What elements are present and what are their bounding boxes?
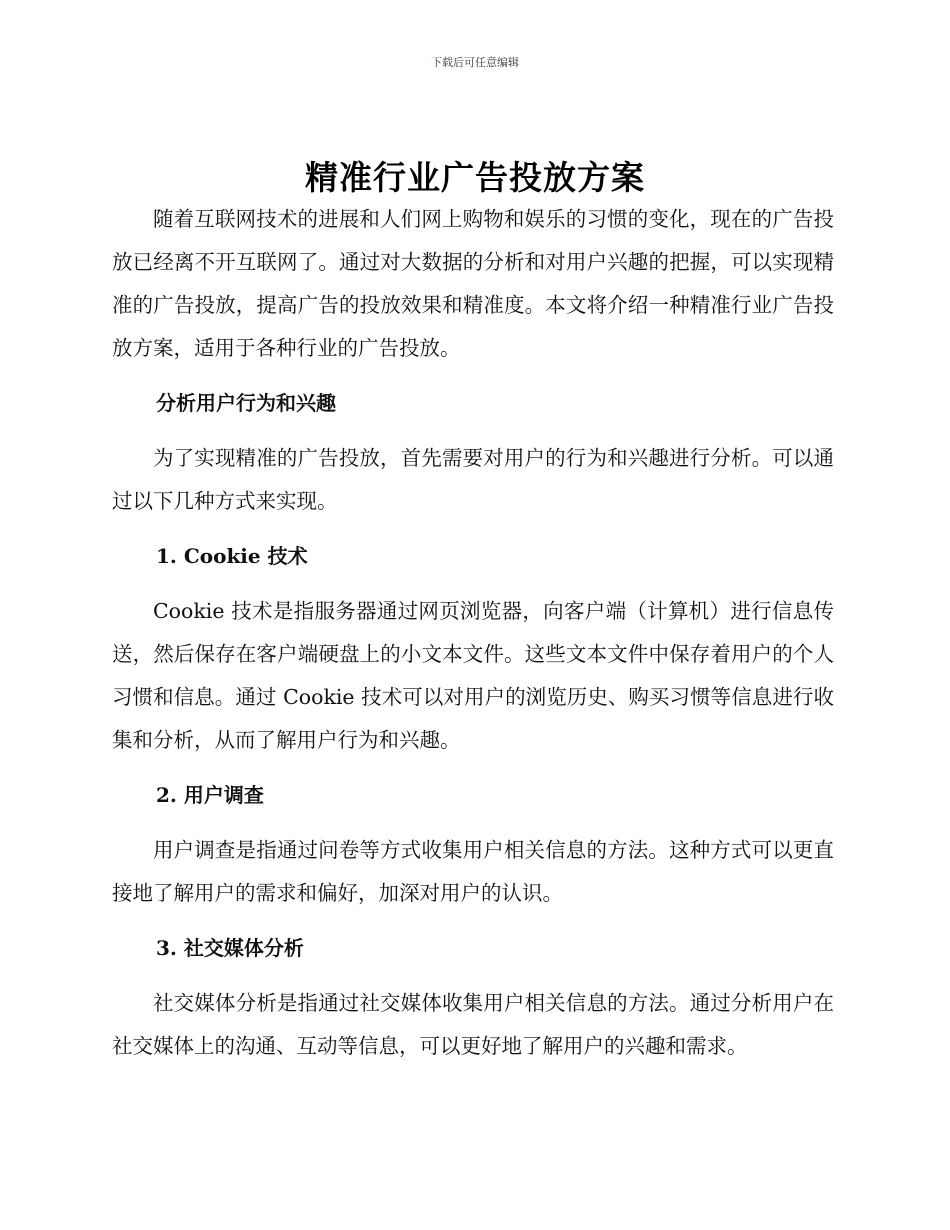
section-paragraph-user-analysis: 为了实现精准的广告投放，首先需要对用户的行为和兴趣进行分析。可以通过以下几种方式来实现。 (112, 446, 834, 513)
intro-paragraph: 随着互联网技术的进展和人们网上购物和娱乐的习惯的变化，现在的广告投放已经离不开互联网了。通过对大数据的分析和对用户兴趣的把握，可以实现精准的广告投放，提高广告的投放效果和精准度。本文将介绍一种精准行业广告投放方案，适用于各种行业的广告投放。 (112, 207, 834, 360)
subsection-paragraph-cookie: Cookie 技术是指服务器通过网页浏览器，向客户端（计算机）进行信息传送，然后保存在客户端硬盘上的小文本文件。这些文本文件中保存着用户的个人习惯和信息。通过 Cookie 技术可以对用户的浏览历史、购买习惯等信息进行收集和分析，从而了解用户行为和兴趣。 (112, 599, 834, 752)
document-body (112, 198, 834, 1068)
subsection-paragraph-survey: 用户调查是指通过问卷等方式收集用户相关信息的方法。这种方式可以更直接地了解用户的需求和偏好，加深对用户的认识。 (112, 838, 834, 905)
subsection-paragraph-social-media: 社交媒体分析是指通过社交媒体收集用户相关信息的方法。通过分析用户在社交媒体上的沟通、互动等信息，可以更好地了解用户的兴趣和需求。 (112, 991, 834, 1058)
subsection-heading-social-media: 3. 社交媒体分析 (156, 936, 304, 960)
section-heading-user-analysis: 分析用户行为和兴趣 (156, 391, 336, 415)
subsection-heading-survey: 2. 用户调查 (156, 783, 264, 807)
page-header-note: 下载后可任意编辑 (431, 56, 519, 69)
document-title: 精准行业广告投放方案 (305, 158, 645, 197)
subsection-heading-cookie: 1. Cookie 技术 (156, 544, 308, 568)
